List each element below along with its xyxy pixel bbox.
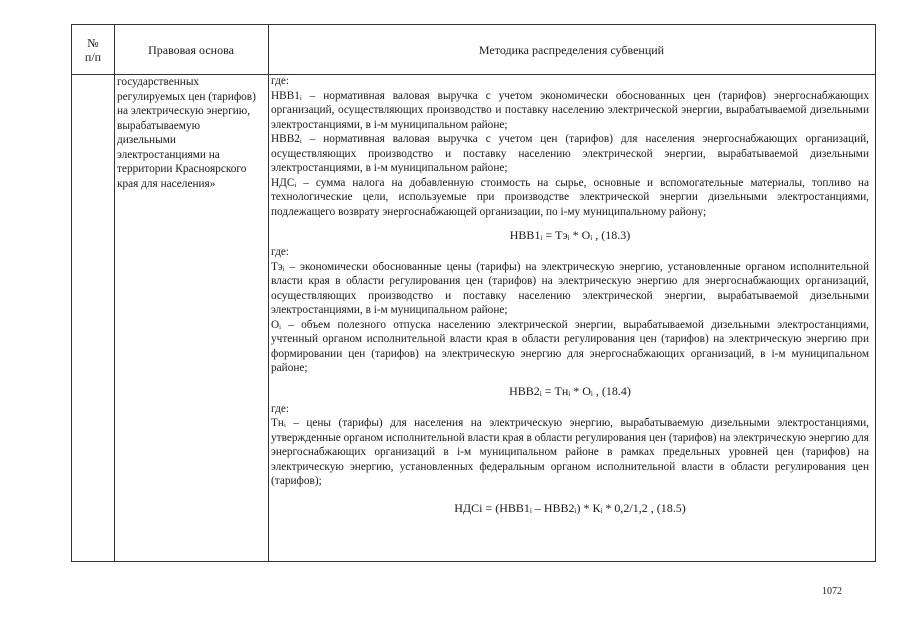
methodology-cell (271, 74, 869, 515)
definition-nvv2: НВВ2ᵢ – нормативная валовая выручка с учетом цен (тарифов) для населения энергоснабжающих организаций, осуществляющих производство и поставку населению электрической энергии, вырабатываемой дизельными электростанциями, в i-м муниципальном районе; (271, 133, 869, 174)
definition-nvv1: НВВ1ᵢ – нормативная валовая выручка с учетом экономически обоснованных цен (тарифов) энергоснабжающих организаций, осуществляющих производство и поставку населению электрической энергии, вырабатываемой дизельными электростанциями, в i-м муниципальном районе; (271, 89, 869, 131)
column-divider (268, 25, 269, 561)
formula-18-5: НДСi = (НВВ1ᵢ – НВВ2ᵢ) * Кᵢ * 0,2/1,2 , (18.5) (454, 500, 686, 515)
formula-18-3: НВВ1ᵢ = Тэᵢ * Оᵢ , (18.3) (509, 228, 631, 242)
where-label: где: (271, 75, 289, 87)
definition-tn: Тнᵢ – цены (тарифы) для населения на электрическую энергию, вырабатываемую дизельными электростанциями, утвержденные органом исполнительной власти края в области регулирования цен (тарифов) на электрическую энергию для энергоснабжающих организаций в i-м муниципальном районе в рамках предельных уровней цен (тарифов) на электрическую энергию, установленных федеральным органом исполнительной власти в области регулирования цен (тарифов); (271, 417, 869, 487)
header-methodology: Методика распределения субвенций (478, 42, 665, 57)
header-legal-basis: Правовая основа (148, 42, 234, 57)
page-number: 1072 (822, 586, 842, 597)
methodology-table (71, 24, 876, 562)
legal-basis-cell: государственных регулируемых цен (тарифов) на электрическую энергию, вырабатываемую дизельными электростанциями на территории Красноярского края для населения» (117, 76, 256, 190)
definition-te: Тэᵢ – экономически обоснованные цены (тарифы) на электрическую энергию, установленные органом исполнительной власти края в области регулирования цен (тарифов) на электрическую энергию для энергоснабжающих организаций, осуществляющих производство и поставку населению электрической энергии, вырабатываемой дизельными электростанциями, в i-м муниципальном районе; (271, 260, 869, 316)
definition-o: Оᵢ – объем полезного отпуска населению электрической энергии, вырабатываемой дизельными электростанциями, учтенный органом исполнительной власти края в области регулирования цен (тарифов) на электрическую энергию при формировании цен (тарифов) на электрическую энергию для энергоснабжающих организаций, в i-м муниципальном районе; (271, 318, 869, 374)
definition-nds: НДСᵢ – сумма налога на добавленную стоимость на сырье, основные и вспомогательные материалы, топливо на технологические цели, используемые при производстве электрической энергии дизельными электростанциями, подлежащего возврату энергоснабжающей организации, по i-му муниципальному району; (271, 176, 869, 218)
where-label: где: (271, 246, 289, 258)
header-num (72, 25, 114, 74)
formula-18-4: НВВ2ᵢ = Тнᵢ * Оᵢ , (18.4) (509, 383, 631, 398)
where-label: где: (271, 402, 289, 415)
header-num-text: № п/п (84, 35, 102, 64)
